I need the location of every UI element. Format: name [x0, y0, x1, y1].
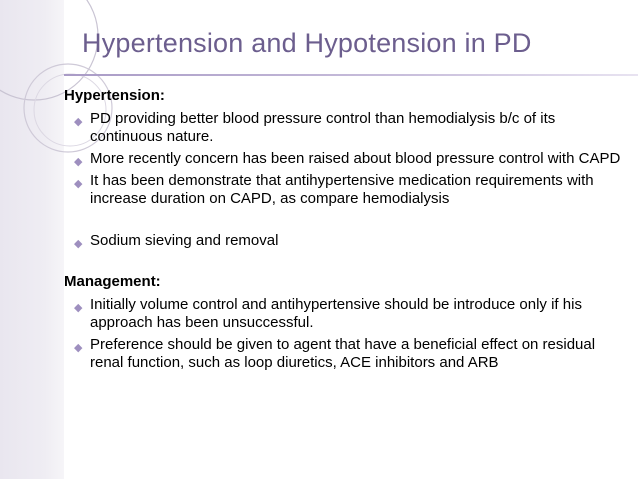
slide-content	[64, 86, 624, 372]
bullet-text: Preference should be given to agent that have a beneficial effect on residual renal function, such as loop diuretics, ACE inhibitors and ARB	[90, 336, 596, 371]
title-underline	[64, 74, 638, 76]
diamond-bullet-icon: ◆	[74, 302, 83, 314]
diamond-bullet-icon: ◆	[74, 116, 83, 128]
bullet-text: Sodium sieving and removal	[90, 232, 279, 249]
list-item	[64, 110, 624, 146]
hypertension-bullet-list	[64, 110, 624, 250]
bullet-text: PD providing better blood pressure control than hemodialysis b/c of its continuous nature.	[90, 110, 556, 145]
bullet-text: It has been demonstrate that antihypertensive medication requirements with increase duration on CAPD, as compare hemodialysis	[90, 172, 594, 207]
management-bullet-list	[64, 296, 624, 372]
diamond-bullet-icon: ◆	[74, 178, 83, 190]
list-item	[64, 172, 624, 208]
list-item	[64, 150, 624, 168]
bullet-text: Initially volume control and antihypertensive should be introduce only if his approach has been unsuccessful.	[90, 296, 582, 331]
bullet-text: More recently concern has been raised about blood pressure control with CAPD	[90, 150, 621, 167]
diamond-bullet-icon: ◆	[74, 238, 83, 250]
diamond-bullet-icon: ◆	[74, 156, 83, 168]
section-heading-hypertension: Hypertension:	[64, 87, 165, 104]
list-item	[64, 336, 624, 372]
list-item	[64, 232, 624, 250]
list-item	[64, 296, 624, 332]
slide-title: Hypertension and Hypotension in PD	[82, 28, 532, 58]
diamond-bullet-icon: ◆	[74, 342, 83, 354]
section-heading-management: Management:	[64, 273, 161, 290]
